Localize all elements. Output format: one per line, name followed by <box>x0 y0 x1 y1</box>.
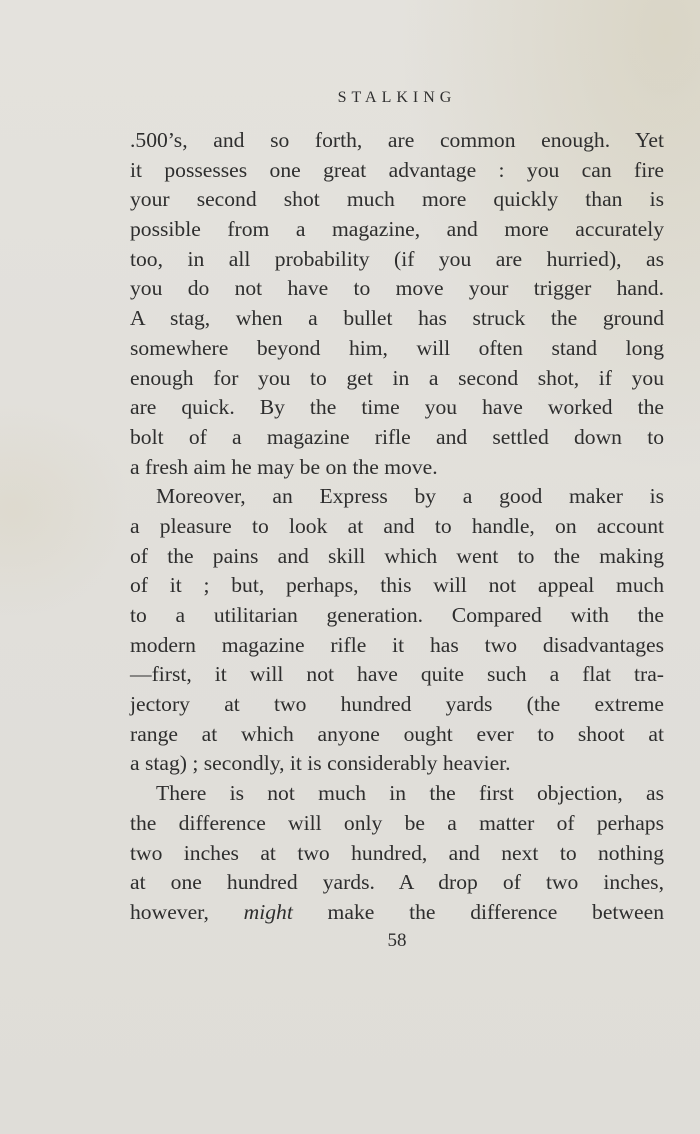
body-text <box>130 126 664 928</box>
paragraph-3 <box>130 779 664 927</box>
text-line: range at which anyone ought ever to shoot at <box>130 721 664 746</box>
text-line: at one hundred yards. A drop of two inches, <box>130 870 664 895</box>
text-line: A stag, when a bullet has struck the ground <box>130 306 664 331</box>
text-line: it possesses one great advantage : you can fire <box>130 157 664 182</box>
emphasis-word: might <box>243 899 293 924</box>
text-segment: however, <box>130 899 244 924</box>
text-line: a fresh aim he may be on the move. <box>130 454 438 479</box>
text-line: somewhere beyond him, will often stand long <box>130 335 664 360</box>
text-line <box>130 898 664 928</box>
paragraph-2 <box>130 482 664 779</box>
text-line: .500’s, and so forth, are common enough. Yet <box>130 128 664 152</box>
text-line: bolt of a magazine rifle and settled down to <box>130 424 664 449</box>
text-line: —first, it will not have quite such a flat tra- <box>130 662 664 687</box>
text-line: to a utilitarian generation. Compared with the <box>130 603 664 627</box>
text-line: Moreover, an Express by a good maker is <box>156 484 664 509</box>
text-segment: make the difference between <box>292 899 664 924</box>
text-line: too, in all probability (if you are hurried), as <box>130 246 664 271</box>
text-line: of the pains and skill which went to the making <box>130 543 664 568</box>
text-line: a stag) ; secondly, it is considerably heavier. <box>130 751 511 776</box>
text-line: the difference will only be a matter of perhaps <box>130 810 664 835</box>
text-line: There is not much in the first objection, as <box>156 781 664 806</box>
paragraph-1 <box>130 126 664 482</box>
text-line: possible from a magazine, and more accurately <box>130 217 664 242</box>
text-line: modern magazine rifle it has two disadvantages <box>130 632 664 657</box>
text-line: enough for you to get in a second shot, if you <box>130 365 664 390</box>
text-line: you do not have to move your trigger hand. <box>130 276 664 301</box>
text-line: of it ; but, perhaps, this will not appeal much <box>130 573 664 598</box>
text-line: two inches at two hundred, and next to nothing <box>130 840 664 865</box>
page-number: 58 <box>387 930 407 951</box>
text-line: jectory at two hundred yards (the extreme <box>130 692 664 717</box>
text-line: a pleasure to look at and to handle, on account <box>130 513 664 538</box>
running-head: STALKING <box>337 89 457 106</box>
text-line: are quick. By the time you have worked the <box>130 395 664 420</box>
text-line: your second shot much more quickly than is <box>130 187 664 212</box>
